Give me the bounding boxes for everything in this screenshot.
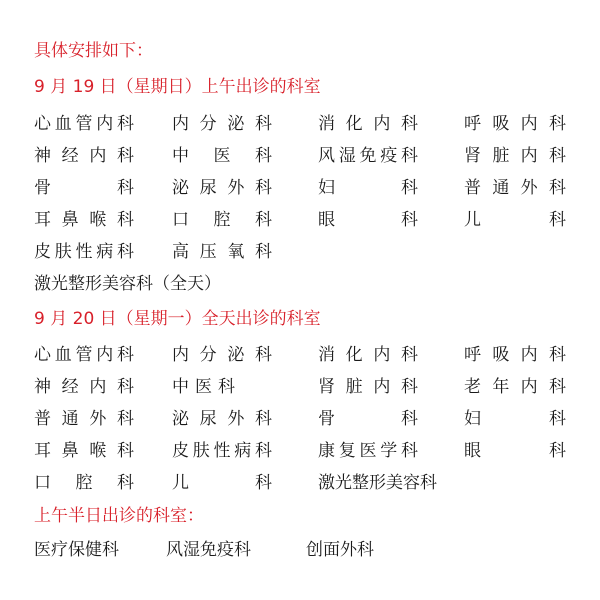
- dept-cell: 心 血 管 内 科: [34, 345, 134, 365]
- table-row: [34, 375, 566, 399]
- table-row: [34, 240, 566, 264]
- table-row: [34, 208, 566, 232]
- dept-cell: 消 化 内 科: [318, 345, 418, 365]
- dept-cell: 高 压 氧 科: [172, 242, 272, 262]
- dept-cell: 骨 科: [34, 178, 134, 198]
- table-row: [34, 343, 566, 367]
- day1-fullday-note: 激光整形美容科（全天）: [34, 274, 221, 294]
- dept-cell: 激光整形美容科: [318, 473, 437, 493]
- dept-cell: 肾 脏 内 科: [318, 377, 418, 397]
- dept-cell: 皮 肤 性 病 科: [172, 441, 272, 461]
- dept-cell: 眼 科: [464, 441, 566, 461]
- dept-cell: 内 分 泌 科: [172, 114, 272, 134]
- dept-cell: 呼 吸 内 科: [464, 114, 566, 134]
- dept-cell: 眼 科: [318, 210, 418, 230]
- dept-cell: 神 经 内 科: [34, 377, 134, 397]
- day1-heading: 9 月 19 日（星期日）上午出诊的科室: [34, 77, 321, 97]
- dept-cell: 心 血 管 内 科: [34, 114, 134, 134]
- list-item: 医疗保健科: [34, 540, 119, 560]
- dept-cell: 骨 科: [318, 409, 418, 429]
- table-row: [34, 471, 566, 495]
- dept-cell: 耳 鼻 喉 科: [34, 210, 134, 230]
- dept-cell: 耳 鼻 喉 科: [34, 441, 134, 461]
- dept-cell: 中 医 科: [172, 146, 272, 166]
- dept-cell: 康 复 医 学 科: [318, 441, 418, 461]
- halfday-list: [34, 538, 434, 562]
- dept-cell: 神 经 内 科: [34, 146, 134, 166]
- table-row: [34, 439, 566, 463]
- dept-cell: 消 化 内 科: [318, 114, 418, 134]
- dept-cell: 泌 尿 外 科: [172, 409, 272, 429]
- dept-cell: 普 通 外 科: [464, 178, 566, 198]
- dept-cell: 妇 科: [464, 409, 566, 429]
- dept-cell: 泌 尿 外 科: [172, 178, 272, 198]
- dept-cell: 皮 肤 性 病 科: [34, 242, 134, 262]
- day2-heading: 9 月 20 日（星期一）全天出诊的科室: [34, 309, 321, 329]
- dept-cell: 风 湿 免 疫 科: [318, 146, 418, 166]
- dept-cell: 老 年 内 科: [464, 377, 566, 397]
- list-item: 创面外科: [306, 540, 374, 560]
- dept-cell: 儿 科: [464, 210, 566, 230]
- dept-cell: 妇 科: [318, 178, 418, 198]
- dept-cell: 呼 吸 内 科: [464, 345, 566, 365]
- dept-cell: 肾 脏 内 科: [464, 146, 566, 166]
- dept-cell: 口 腔 科: [34, 473, 134, 493]
- dept-cell: 普 通 外 科: [34, 409, 134, 429]
- dept-cell: 中医科: [172, 377, 241, 397]
- table-row: [34, 176, 566, 200]
- list-item: 风湿免疫科: [166, 540, 251, 560]
- table-row: [34, 112, 566, 136]
- dept-cell: 儿 科: [172, 473, 272, 493]
- table-row: [34, 144, 566, 168]
- dept-cell: 内 分 泌 科: [172, 345, 272, 365]
- dept-cell: 口 腔 科: [172, 210, 272, 230]
- table-row: [34, 407, 566, 431]
- halfday-heading: 上午半日出诊的科室：: [34, 506, 204, 526]
- intro-heading: 具体安排如下：: [34, 41, 153, 61]
